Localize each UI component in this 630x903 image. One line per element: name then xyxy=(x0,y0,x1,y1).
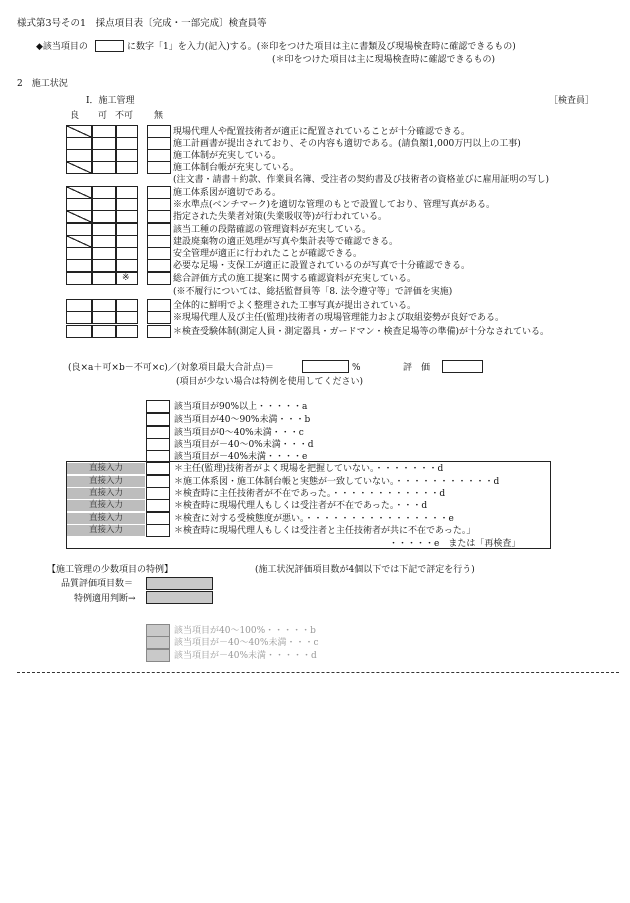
direct-input-text: ＊検査時に主任技術者が不在であった。・・・・・・・・・・・・d xyxy=(174,489,446,499)
special-title: 【施工管理の少数項目の特例】 xyxy=(47,565,174,575)
item-text: (※不履行については、総括監督員等「8. 法令遵守等」で評価を実施) xyxy=(173,287,453,297)
item-text: 施工体系図が適切である。 xyxy=(173,188,282,198)
section-title: 2 施工状況 xyxy=(17,79,68,89)
item-16-col-2-checkbox[interactable] xyxy=(116,325,138,338)
item-text: 安全管理が適正に行われたことが確認できる。 xyxy=(173,249,363,259)
sample-input-box xyxy=(95,40,124,52)
item-text: 施工体制が充実している。 xyxy=(173,151,282,161)
direct-input-label: 直接入力 xyxy=(67,500,145,511)
direct-input-text: ＊主任(監理)技術者がよく現場を把握していない。・・・・・・・d xyxy=(174,464,444,474)
item-7-col-3-checkbox[interactable] xyxy=(147,210,171,223)
direct-last-line: ・・・・・e または「再検査」 xyxy=(389,539,521,549)
eval-label: 評 価 xyxy=(403,363,431,373)
formula-note: (項目が少ない場合は特例を使用してください) xyxy=(176,377,364,387)
formula-text: (良×a＋可×b－不可×c)／(対象項目最大合計点)＝ xyxy=(68,363,274,373)
col-header-good: 良 xyxy=(70,111,80,121)
item-7-col-2-checkbox[interactable] xyxy=(116,210,138,223)
item-text: 総合評価方式の施工提案に関する確認資料が充実している。 xyxy=(173,274,417,284)
direct-input-box[interactable] xyxy=(146,462,170,475)
instruction-prefix: ◆該当項目の xyxy=(36,42,88,52)
mark-symbol: ※ xyxy=(122,273,130,283)
item-11-col-0-checkbox[interactable] xyxy=(66,259,92,272)
direct-input-label: 直接入力 xyxy=(67,476,145,487)
direct-input-text: ＊検査時に現場代理人もしくは受注者と主任技術者が共に不在であった。」 xyxy=(174,526,476,536)
item-11-col-2-checkbox[interactable] xyxy=(116,259,138,272)
direct-input-label: 直接入力 xyxy=(67,513,145,524)
separator-line xyxy=(17,672,619,673)
col-header-poor: 不可 xyxy=(115,111,134,121)
item-12-col-2-checkbox[interactable] xyxy=(116,272,138,285)
item-15-col-1-checkbox[interactable] xyxy=(92,311,116,324)
special-grade-text: 該当項目が－40～40%未満・・・c xyxy=(174,638,319,648)
grade-text: 該当項目が－40%未満・・・・e xyxy=(174,452,308,462)
item-12-col-0-checkbox[interactable] xyxy=(66,272,92,285)
percent-sign: % xyxy=(352,363,361,373)
special-grade-box[interactable] xyxy=(146,636,170,649)
item-11-col-1-checkbox[interactable] xyxy=(92,259,116,272)
grade-checkbox[interactable] xyxy=(146,413,170,426)
col-header-fair: 可 xyxy=(98,111,108,121)
item-3-col-3-checkbox[interactable] xyxy=(147,161,171,174)
item-text: 施工計画書が提出されており、その内容も適切である。(請負額1,000万円以上の工事) xyxy=(173,139,521,149)
item-text: (注文書・請書＋約款、作業員名簿、受注者の契約書及び技術者の資格並びに雇用証明の写し) xyxy=(173,175,550,185)
direct-input-box[interactable] xyxy=(146,499,170,512)
direct-input-label: 直接入力 xyxy=(67,525,145,536)
judge-input[interactable] xyxy=(146,591,213,604)
instruction-suffix: に数字「1」を入力(記入)する。(※印をつけた項目は主に書類及び現場検査時に確認できるもの) xyxy=(127,42,516,52)
item-12-col-1-checkbox[interactable] xyxy=(92,272,116,285)
item-3-col-1-checkbox[interactable] xyxy=(92,161,116,174)
direct-input-label: 直接入力 xyxy=(67,488,145,499)
item-text: ※現場代理人及び主任(監理)技術者の現場管理能力および取組姿勢が良好である。 xyxy=(173,313,505,323)
special-grade-text: 該当項目が－40%未満・・・・・d xyxy=(174,651,317,661)
item-text: ＊検査受験体制(測定人員・測定器具・ガードマン・検査足場等の準備)が十分なされている。 xyxy=(173,327,550,337)
item-3-col-0-checkbox[interactable] xyxy=(66,161,92,174)
item-12-col-3-checkbox[interactable] xyxy=(147,272,171,285)
item-text: 指定された失業者対策(失業吸収等)が行われている。 xyxy=(173,212,388,222)
item-16-col-0-checkbox[interactable] xyxy=(66,325,92,338)
grade-text: 該当項目が0～40%未満・・・c xyxy=(174,428,304,438)
direct-input-label: 直接入力 xyxy=(67,463,145,474)
item-7-col-0-checkbox[interactable] xyxy=(66,210,92,223)
item-text: 現場代理人や配置技術者が適正に配置されていることが十分確認できる。 xyxy=(173,127,471,137)
item-text: 建設廃棄物の適正処理が写真や集計表等で確認できる。 xyxy=(173,237,399,247)
count-input[interactable] xyxy=(146,577,213,590)
count-label: 品質評価項目数＝ xyxy=(61,579,134,589)
item-11-col-3-checkbox[interactable] xyxy=(147,259,171,272)
grade-text: 該当項目が40～90%未満・・・b xyxy=(174,415,311,425)
item-text: 施工体制台帳が充実している。 xyxy=(173,163,300,173)
item-text: 必要な足場・支保工が適正に設置されているのが写真で十分確認できる。 xyxy=(173,261,471,271)
percent-input[interactable] xyxy=(302,360,349,373)
special-grade-text: 該当項目が40～100%・・・・・b xyxy=(174,626,316,636)
item-15-col-3-checkbox[interactable] xyxy=(147,311,171,324)
item-7-col-1-checkbox[interactable] xyxy=(92,210,116,223)
eval-input[interactable] xyxy=(442,360,483,373)
item-15-col-2-checkbox[interactable] xyxy=(116,311,138,324)
page-title: 様式第3号その1 採点項目表〔完成・一部完成〕検査員等 xyxy=(17,18,267,29)
item-text: 全体的に鮮明でよく整理された工事写真が提出されている。 xyxy=(173,301,417,311)
item-16-col-3-checkbox[interactable] xyxy=(147,325,171,338)
col-header-none: 無 xyxy=(154,111,164,121)
section-subtitle: Ⅰ．施工管理 xyxy=(86,96,135,106)
item-16-col-1-checkbox[interactable] xyxy=(92,325,116,338)
direct-input-box[interactable] xyxy=(146,524,170,537)
item-text: 該当工種の段階確認の管理資料が充実している。 xyxy=(173,225,372,235)
inspector-label: ［検査員］ xyxy=(549,96,595,106)
item-15-col-0-checkbox[interactable] xyxy=(66,311,92,324)
item-text: ※水準点(ベンチマーク)を適切な管理のもとで設置しており、管理写真がある。 xyxy=(173,200,496,210)
instruction-note: (＊印をつけた項目は主に現場検査時に確認できるもの) xyxy=(272,55,496,65)
judge-label: 特例適用判断→ xyxy=(74,594,136,604)
grade-text: 該当項目が90%以上・・・・・a xyxy=(174,402,308,412)
direct-input-text: ＊検査時に現場代理人もしくは受注者が不在であった。・・・d xyxy=(174,501,428,511)
special-grade-box[interactable] xyxy=(146,649,170,662)
direct-input-text: ＊検査に対する受検態度が悪い。・・・・・・・・・・・・・・・・e xyxy=(174,514,454,524)
grade-checkbox[interactable] xyxy=(146,400,170,413)
grade-text: 該当項目が－40～0%未満・・・d xyxy=(174,440,314,450)
special-note: (施工状況評価項目数が4個以下では下記で評定を行う) xyxy=(255,565,475,575)
item-3-col-2-checkbox[interactable] xyxy=(116,161,138,174)
direct-input-text: ＊施工体系図・施工体制台帳と実態が一致していない。・・・・・・・・・・・d xyxy=(174,477,500,487)
